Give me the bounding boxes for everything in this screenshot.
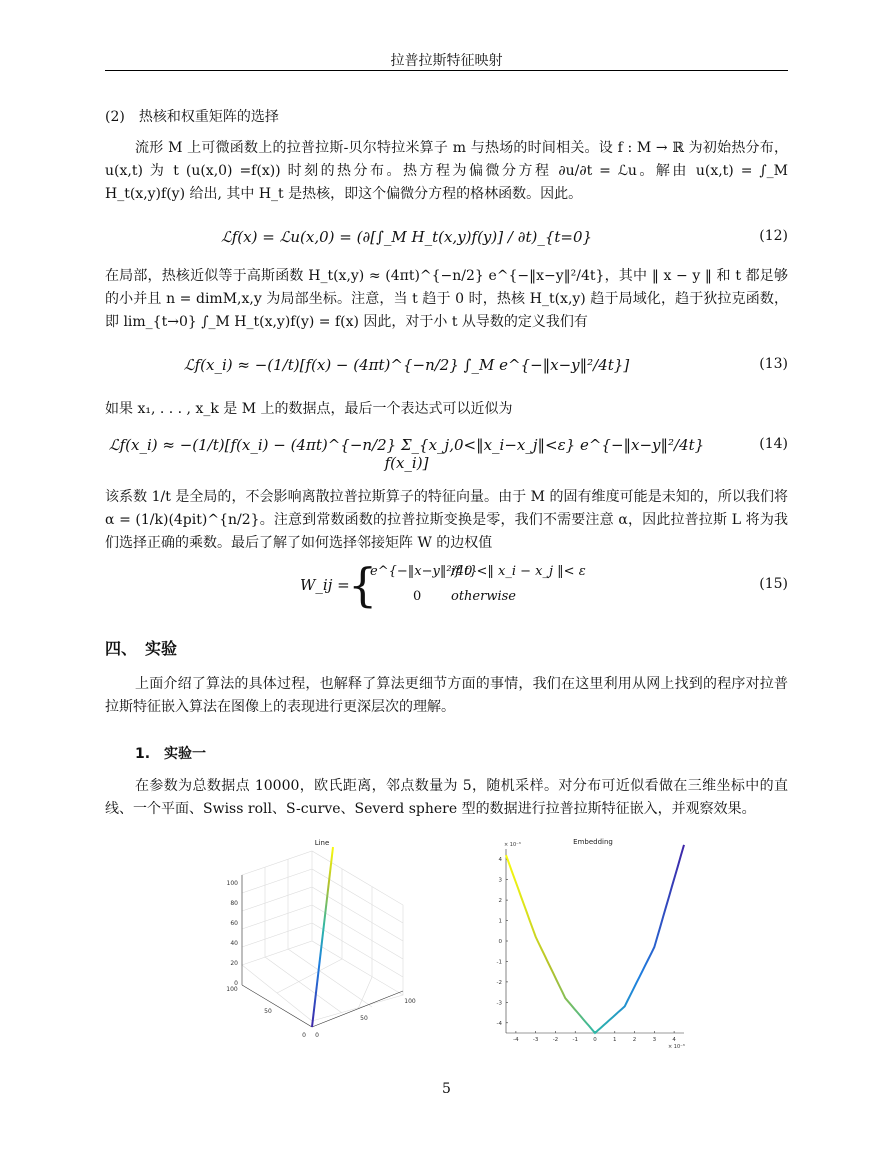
- chart-embedding: [488, 835, 698, 1050]
- equation-15-case1-value: e^{−‖x−y‖²/4t}: [370, 564, 478, 579]
- paragraph-coefficient: 该系数 1/t 是全局的，不会影响离散拉普拉斯算子的特征向量。由于 M 的固有维度可能是未知的，所以我们将 α = (1/k)(4pit)^{n/2}。注意到常数函数的拉普拉斯变换是零，我们不需要注意 α，因此拉普拉斯 L 将为我们选择正确的乘数。最后了解了如何选择邻接矩阵 W 的边权值: [105, 489, 788, 551]
- equation-13-body: ℒf(x_i) ≈ −(1/t)[f(x) − (4πt)^{−n/2} ∫_M e^{−‖x−y‖²/4t}]: [183, 356, 630, 374]
- section-2-heading: (2) 热核和权重矩阵的选择: [105, 109, 279, 125]
- y-tick-label: -4: [496, 1020, 502, 1027]
- header-rule: [105, 70, 788, 71]
- y-tick-label: -3: [496, 1000, 502, 1007]
- z-tick: 80: [230, 900, 238, 907]
- chart-embedding-y-exponent: × 10⁻³: [504, 842, 521, 848]
- equation-12-number: (12): [759, 228, 788, 244]
- chart-line-3d: [220, 835, 420, 1045]
- z-tick: 20: [230, 960, 238, 967]
- equation-15-case1-condition: if 0 <‖ x_i − x_j ‖< ε: [451, 564, 586, 579]
- equation-14-number: (14): [759, 436, 788, 452]
- paragraph-experiment-1: 在参数为总数据点 10000，欧氏距离，邻点数量为 5，随机采样。对分布可近似看做在三维坐标中的直线、一个平面、Swiss roll、S-curve、Severd sphere 型的数据进行拉普拉斯特征嵌入，并观察效果。: [105, 778, 788, 817]
- x-tick-label: 1: [613, 1037, 617, 1043]
- equation-14: [105, 428, 788, 472]
- equation-15-brace: {: [348, 558, 378, 612]
- chart-line-series: [312, 847, 333, 1027]
- chart-embedding-axes: [506, 849, 684, 1033]
- y-tick-label: 4: [498, 857, 502, 864]
- z-tick: 0: [234, 980, 238, 987]
- x-tick-label: 2: [632, 1037, 637, 1043]
- paragraph-gaussian: 在局部，热核近似等于高斯函数 H_t(x,y) ≈ (4πt)^{−n/2} e^{−‖x−y‖²/4t}，其中 ‖ x − y ‖ 和 t 都足够的小并且 n = dimM,x,y 为局部坐标。注意，当 t 趋于 0 时，热核 H_t(x,y) 趋于局域化，趋于狄拉克函数，即 lim_{t→0} ∫_M H_t(x,y)f(y) = f(x) 因此，对于小 t 从导数的定义我们有: [105, 268, 788, 330]
- y-tick: 50: [360, 1015, 368, 1022]
- equation-13-number: (13): [759, 356, 788, 372]
- z-tick: 40: [230, 940, 238, 947]
- z-tick: 100: [226, 880, 238, 887]
- y-tick-label: 0: [498, 939, 502, 945]
- chart-line-title: Line: [314, 839, 330, 847]
- y-tick-label: -1: [496, 959, 502, 966]
- y-tick: 0: [315, 1032, 319, 1039]
- x-tick: 100: [226, 986, 238, 993]
- running-header: 拉普拉斯特征映射: [390, 53, 503, 69]
- equation-15: [105, 558, 788, 612]
- x-tick-label: -1: [572, 1037, 578, 1043]
- chart-embedding-series: [506, 845, 684, 1033]
- equation-15-case2-value: 0: [413, 589, 422, 604]
- equation-15-number: (15): [759, 576, 788, 592]
- x-tick: 0: [302, 1032, 306, 1039]
- equation-15-lhs: W_ij =: [300, 576, 350, 594]
- equation-12: [105, 220, 788, 260]
- x-tick-label: 0: [593, 1037, 597, 1043]
- chart-line-axes: [242, 875, 403, 1027]
- x-tick-label: 3: [652, 1037, 657, 1043]
- equation-12-body: ℒf(x) = ℒu(x,0) = (∂[∫_M H_t(x,y)f(y)] / ∂t)_{t=0}: [220, 228, 593, 246]
- z-tick: 60: [230, 920, 238, 927]
- chart-embedding-title: Embedding: [573, 838, 613, 846]
- equation-15-case2-condition: otherwise: [451, 589, 516, 604]
- x-tick-label: -2: [552, 1037, 559, 1043]
- chart-line-x-ticks: [226, 986, 306, 1039]
- paragraph-data-points: 如果 x₁, . . . , x_k 是 M 上的数据点，最后一个表达式可以近似为: [105, 401, 513, 417]
- paragraph-heat-kernel: 流形 M 上可微函数上的拉普拉斯-贝尔特拉米算子 m 与热场的时间相关。设 f : M → ℝ 为初始热分布，u(x,t) 为 t (u(x,0) =f(x)) 时刻的热分布。热方程为偏微分方程 ∂u/∂t = ℒu。解由 u(x,t) = ∫_M H_t(x,y)f(y) 给出, 其中 H_t 是热核，即这个偏微分方程的格林函数。因此。: [105, 140, 788, 202]
- equation-13: [105, 348, 788, 388]
- x-tick-label: -4: [513, 1037, 519, 1043]
- y-tick-label: -2: [496, 979, 502, 986]
- y-tick-label: 2: [498, 898, 502, 905]
- paragraph-experiment-intro: 上面介绍了算法的具体过程，也解释了算法更细节方面的事情，我们在这里利用从网上找到的程序对拉普拉斯特征嵌入算法在图像上的表现进行更深层次的理解。: [105, 676, 788, 715]
- chart-embedding-ticks: [497, 857, 677, 1043]
- chart-line-z-ticks: [227, 880, 239, 987]
- x-tick-label: 4: [672, 1037, 676, 1043]
- y-tick-label: 3: [498, 877, 502, 884]
- x-tick: 50: [264, 1008, 272, 1015]
- equation-14-body: ℒf(x_i) ≈ −(1/t)[f(x_i) − (4πt)^{−n/2} Σ_{x_j,0<‖x_i−x_j‖<ε} e^{−‖x−y‖²/4t} f(x_i)]: [108, 436, 705, 472]
- page-number: 5: [442, 1081, 451, 1097]
- y-tick: 100: [404, 998, 416, 1005]
- x-tick-label: -3: [532, 1037, 539, 1043]
- section-4-heading: 四、 实验: [105, 639, 178, 658]
- y-tick-label: 1: [498, 918, 502, 925]
- subsection-1-heading: 1. 实验一: [135, 746, 207, 762]
- chart-embedding-x-exponent: × 10⁻³: [668, 1044, 685, 1050]
